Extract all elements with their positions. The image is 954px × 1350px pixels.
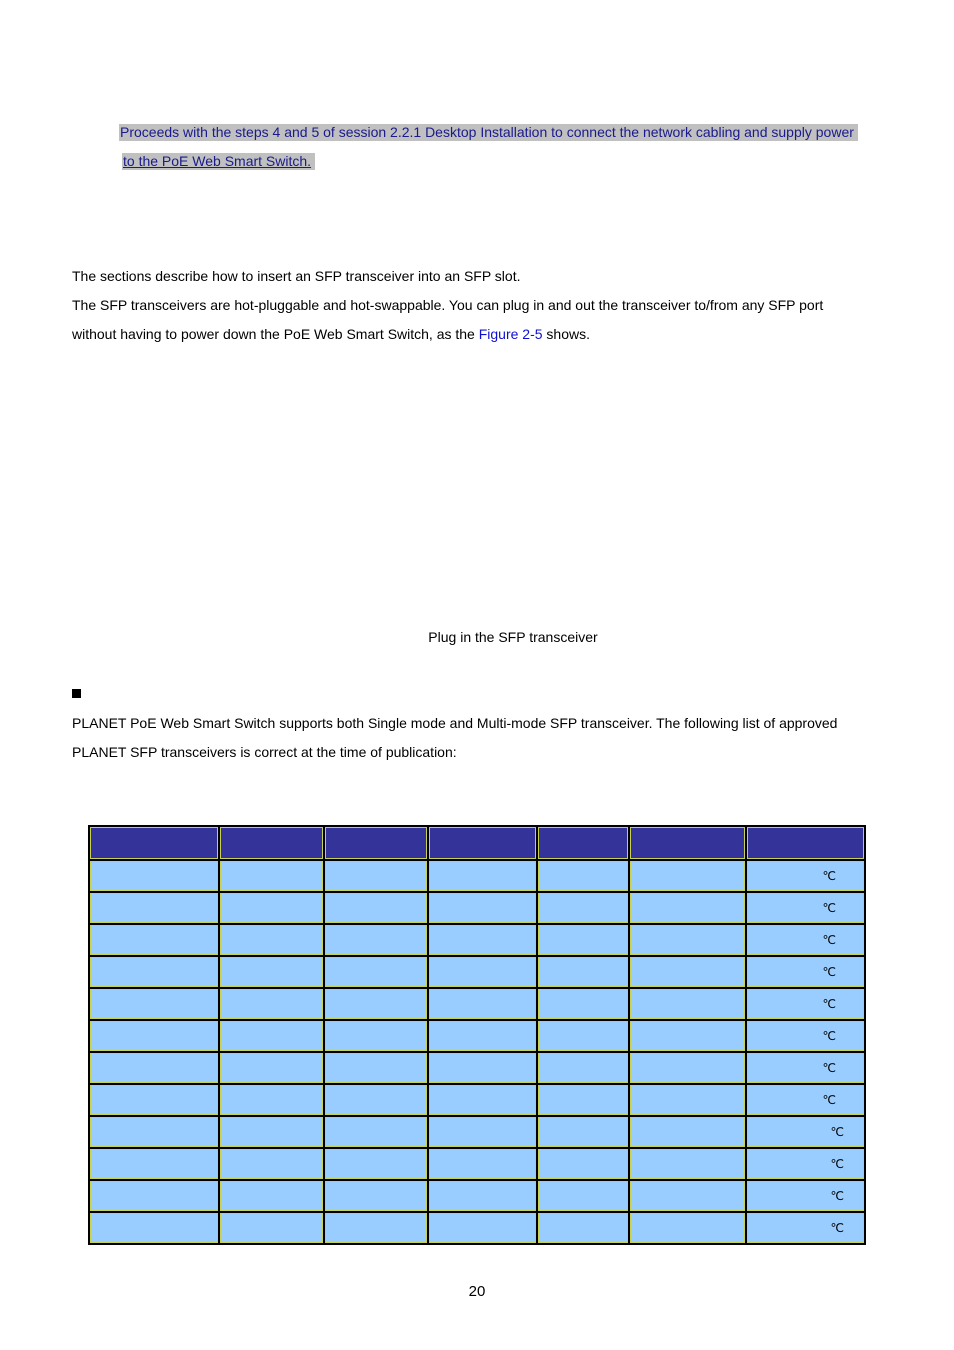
table-cell: [629, 892, 747, 924]
table-cell: [89, 1116, 219, 1148]
table-header-row: [89, 826, 865, 860]
table-cell: [89, 892, 219, 924]
table-cell: [537, 1084, 629, 1116]
table-row: [89, 1116, 865, 1148]
table-cell: [219, 956, 325, 988]
table-cell: [324, 1052, 428, 1084]
table-cell: [629, 1084, 747, 1116]
approved-list-line-2: PLANET SFP transceivers is correct at the time of publication:: [72, 744, 457, 760]
table-cell: [537, 892, 629, 924]
table-cell: [629, 1212, 747, 1244]
installation-note-line-2: to the PoE Web Smart Switch.: [122, 153, 315, 170]
table-cell: [537, 1148, 629, 1180]
table-cell: [629, 1148, 747, 1180]
hot-swap-paragraph-line-1: The SFP transceivers are hot-pluggable and hot-swappable. You can plug in and out the transceiver to/from any SFP port: [72, 297, 824, 313]
installation-note-line-1: Proceeds with the steps 4 and 5 of session 2.2.1 Desktop Installation to connect the network cabling and supply power: [119, 124, 858, 141]
table-cell: [219, 1020, 325, 1052]
table-cell: [324, 1084, 428, 1116]
table-cell: [537, 1020, 629, 1052]
temperature-cell: ℃: [746, 956, 865, 988]
table-row: [89, 956, 865, 988]
table-cell: [89, 988, 219, 1020]
bullet-square-icon: [72, 689, 81, 698]
temperature-cell: ℃: [746, 1148, 865, 1180]
table-cell: [324, 892, 428, 924]
table-cell: [219, 1052, 325, 1084]
table-row: [89, 1084, 865, 1116]
table-cell: [537, 988, 629, 1020]
table-cell: [324, 1116, 428, 1148]
table-cell: [89, 1084, 219, 1116]
table-row: [89, 1212, 865, 1244]
hot-swap-paragraph-line-2: [72, 326, 590, 343]
approved-list-line-1: PLANET PoE Web Smart Switch supports both Single mode and Multi-mode SFP transceiver. The following list of approved: [72, 715, 838, 731]
figure-2-5-link[interactable]: Figure 2-5: [478, 326, 543, 342]
table-row: [89, 892, 865, 924]
figure-caption: Plug in the SFP transceiver: [428, 629, 598, 645]
intro-paragraph: The sections describe how to insert an SFP transceiver into an SFP slot.: [72, 268, 521, 284]
table-cell: [537, 1212, 629, 1244]
table-cell: [537, 1180, 629, 1212]
table-cell: [629, 1180, 747, 1212]
table-cell: [89, 1020, 219, 1052]
table-cell: [629, 988, 747, 1020]
temperature-cell: ℃: [746, 892, 865, 924]
table-cell: [324, 860, 428, 892]
header-cell: [629, 826, 747, 860]
table-cell: [428, 1084, 537, 1116]
table-cell: [324, 924, 428, 956]
table-cell: [219, 1116, 325, 1148]
table-cell: [89, 1052, 219, 1084]
table-cell: [89, 956, 219, 988]
table-cell: [428, 1180, 537, 1212]
table-cell: [537, 924, 629, 956]
table-row: [89, 1020, 865, 1052]
table-cell: [629, 1020, 747, 1052]
table-cell: [428, 860, 537, 892]
header-cell: [746, 826, 865, 860]
table-cell: [428, 892, 537, 924]
table-cell: [428, 988, 537, 1020]
temperature-cell: ℃: [746, 860, 865, 892]
sfp-transceiver-table: [88, 825, 866, 1245]
header-cell: [537, 826, 629, 860]
table-row: [89, 1148, 865, 1180]
table-cell: [324, 956, 428, 988]
table-cell: [324, 988, 428, 1020]
table-cell: [324, 1020, 428, 1052]
table-cell: [629, 860, 747, 892]
table-cell: [219, 1212, 325, 1244]
table-cell: [89, 1212, 219, 1244]
table-cell: [428, 1052, 537, 1084]
table-cell: [428, 1116, 537, 1148]
temperature-cell: ℃: [746, 1052, 865, 1084]
hot-swap-text-before: without having to power down the PoE Web Smart Switch, as the: [72, 326, 479, 342]
table-row: [89, 1052, 865, 1084]
table-cell: [219, 892, 325, 924]
table-cell: [428, 1020, 537, 1052]
hot-swap-text-after: shows.: [542, 326, 591, 342]
table-cell: [219, 1084, 325, 1116]
header-cell: [324, 826, 428, 860]
header-cell: [428, 826, 537, 860]
table-cell: [324, 1148, 428, 1180]
table-cell: [428, 956, 537, 988]
table-row: [89, 1180, 865, 1212]
table-cell: [219, 860, 325, 892]
table-cell: [629, 1052, 747, 1084]
temperature-cell: ℃: [746, 988, 865, 1020]
table-row: [89, 988, 865, 1020]
table-cell: [629, 1116, 747, 1148]
table-cell: [537, 1116, 629, 1148]
table-cell: [89, 1180, 219, 1212]
table-cell: [428, 1148, 537, 1180]
table-row: [89, 924, 865, 956]
table-cell: [537, 860, 629, 892]
table-cell: [428, 1212, 537, 1244]
temperature-cell: ℃: [746, 1212, 865, 1244]
temperature-cell: ℃: [746, 1180, 865, 1212]
table-cell: [89, 860, 219, 892]
table-cell: [219, 988, 325, 1020]
table-cell: [219, 1148, 325, 1180]
table-cell: [324, 1212, 428, 1244]
table-row: [89, 860, 865, 892]
table-cell: [629, 956, 747, 988]
table-cell: [89, 924, 219, 956]
temperature-cell: ℃: [746, 1116, 865, 1148]
table-cell: [219, 1180, 325, 1212]
table-cell: [537, 1052, 629, 1084]
table-cell: [428, 924, 537, 956]
header-cell: [219, 826, 325, 860]
table-cell: [629, 924, 747, 956]
table-cell: [89, 1148, 219, 1180]
table-cell: [219, 924, 325, 956]
table-cell: [537, 956, 629, 988]
page-number: 20: [468, 1283, 486, 1300]
temperature-cell: ℃: [746, 924, 865, 956]
temperature-cell: ℃: [746, 1020, 865, 1052]
table-cell: [324, 1180, 428, 1212]
header-cell: [89, 826, 219, 860]
temperature-cell: ℃: [746, 1084, 865, 1116]
